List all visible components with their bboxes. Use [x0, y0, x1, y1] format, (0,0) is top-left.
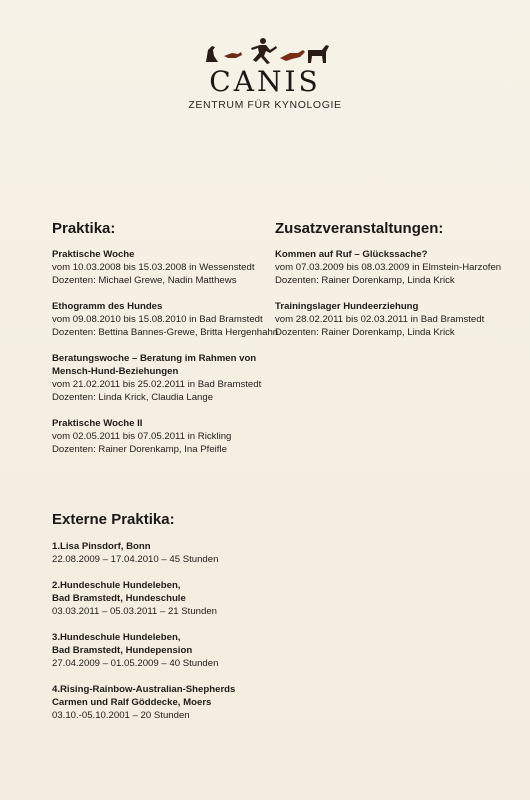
entry-dozenten: Dozenten: Rainer Dorenkamp, Linda Krick	[275, 275, 455, 286]
praktika-entry	[52, 352, 261, 404]
entry-title-continued: Mensch-Hund-Beziehungen	[52, 366, 179, 377]
extern-entry	[52, 631, 218, 670]
zusatz-entry	[275, 300, 484, 339]
extern-entry	[52, 579, 217, 618]
extern-entry	[52, 683, 235, 722]
praktika-entry	[52, 300, 278, 339]
entry-title: Trainingslager Hundeerziehung	[275, 301, 419, 312]
entry-date: vom 28.02.2011 bis 02.03.2011 in Bad Bramstedt	[275, 314, 485, 325]
entry-date: 03.03.2011 – 05.03.2011 – 21 Stunden	[52, 606, 218, 617]
entry-title: 1.Lisa Pinsdorf, Bonn	[52, 541, 151, 552]
entry-dozenten: Dozenten: Linda Krick, Claudia Lange	[52, 392, 214, 403]
entry-title: Beratungswoche – Beratung im Rahmen von	[52, 353, 257, 364]
dogs-and-runner-icon	[200, 36, 330, 66]
entry-title-continued: Bad Bramstedt, Hundeschule	[52, 593, 186, 604]
zusatz-entry	[275, 248, 501, 287]
entry-title: 3.Hundeschule Hundeleben,	[52, 632, 181, 643]
praktika-heading: Praktika:	[52, 220, 116, 237]
entry-dozenten: Dozenten: Michael Grewe, Nadin Matthews	[52, 275, 237, 286]
entry-date: 22.08.2009 – 17.04.2010 – 45 Stunden	[52, 554, 219, 565]
entry-date: vom 21.02.2011 bis 25.02.2011 in Bad Bramstedt	[52, 379, 262, 390]
entry-date: vom 07.03.2009 bis 08.03.2009 in Elmstein-Harzofen	[275, 262, 502, 273]
entry-title: Kommen auf Ruf – Glückssache?	[275, 249, 428, 260]
entry-date: vom 09.08.2010 bis 15.08.2010 in Bad Bramstedt	[52, 314, 263, 325]
entry-title-continued: Carmen und Ralf Göddecke, Moers	[52, 697, 212, 708]
entry-date: vom 02.05.2011 bis 07.05.2011 in Rickling	[52, 431, 232, 442]
entry-title: Praktische Woche	[52, 249, 135, 260]
canis-logo	[185, 36, 345, 111]
entry-date: vom 10.03.2008 bis 15.03.2008 in Wessenstedt	[52, 262, 255, 273]
extern-entry	[52, 540, 218, 566]
entry-date: 27.04.2009 – 01.05.2009 – 40 Stunden	[52, 658, 219, 669]
entry-title: Ethogramm des Hundes	[52, 301, 163, 312]
zusatz-heading: Zusatzveranstaltungen:	[275, 220, 444, 237]
entry-title: Praktische Woche II	[52, 418, 143, 429]
praktika-entry	[52, 417, 231, 456]
logo-name: CANIS	[209, 65, 321, 98]
entry-date: 03.10.-05.10.2001 – 20 Stunden	[52, 710, 190, 721]
entry-title-continued: Bad Bramstedt, Hundepension	[52, 645, 193, 656]
entry-dozenten: Dozenten: Bettina Bannes-Grewe, Britta Hergenhahn	[52, 327, 279, 338]
logo-subtitle: ZENTRUM FÜR KYNOLOGIE	[188, 99, 342, 111]
entry-dozenten: Dozenten: Rainer Dorenkamp, Linda Krick	[275, 327, 455, 338]
entry-dozenten: Dozenten: Rainer Dorenkamp, Ina Pfeifle	[52, 444, 227, 455]
entry-title: 4.Rising-Rainbow-Australian-Shepherds	[52, 684, 236, 695]
praktika-entry	[52, 248, 255, 287]
entry-title: 2.Hundeschule Hundeleben,	[52, 580, 181, 591]
extern-heading: Externe Praktika:	[52, 511, 175, 528]
